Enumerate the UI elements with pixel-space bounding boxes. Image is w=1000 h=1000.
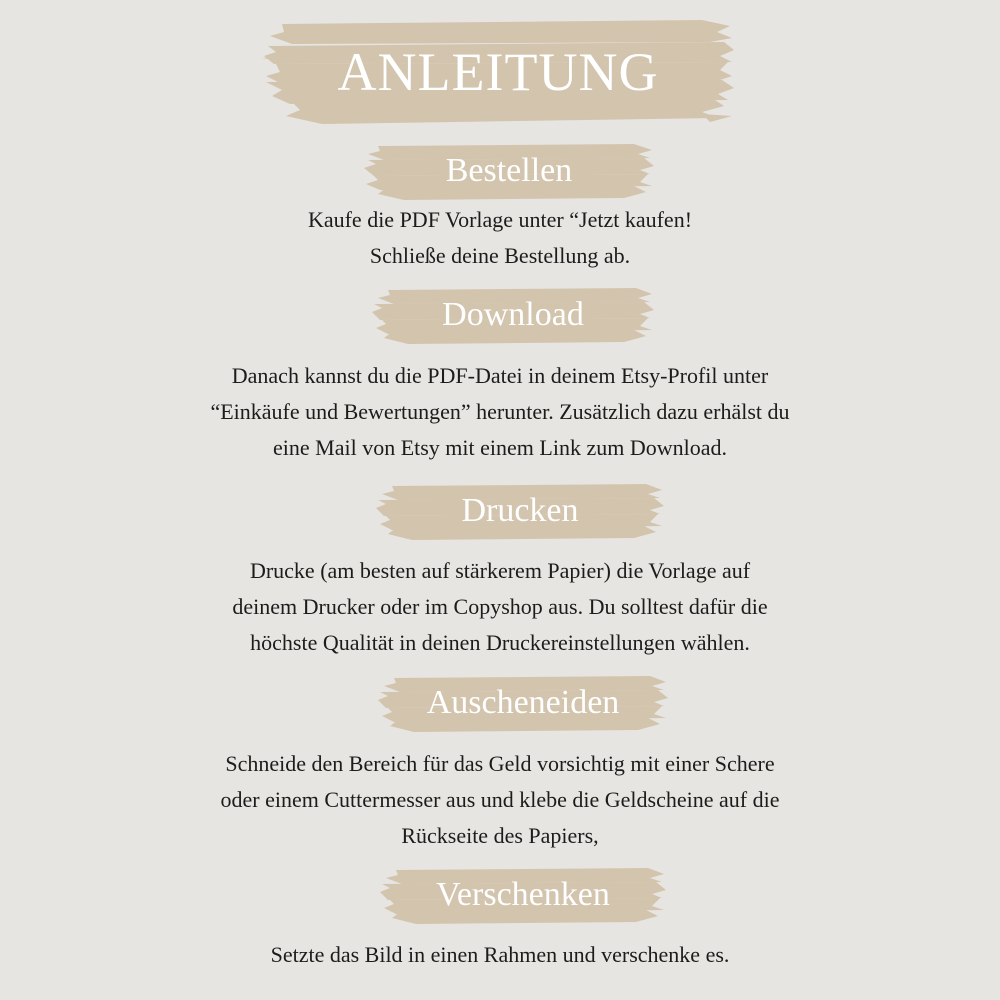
section-heading-banner-download xyxy=(372,286,654,344)
section-heading: Verschenken xyxy=(436,876,610,913)
body-line: Kaufe die PDF Vorlage unter “Jetzt kaufen! xyxy=(307,207,693,232)
body-line: Rückseite des Papiers, xyxy=(401,823,599,848)
title-banner xyxy=(262,18,734,126)
section-heading-banner-auscheneiden xyxy=(378,674,668,732)
section-heading-banner-drucken xyxy=(376,482,664,540)
section-heading: Auscheneiden xyxy=(426,684,620,721)
section-heading: Download xyxy=(442,296,584,333)
body-line: deinem Drucker oder im Copyshop aus. Du solltest dafür die xyxy=(232,594,768,619)
section-body-verschenken xyxy=(100,937,900,973)
body-line: Drucke (am besten auf stärkerem Papier) die Vorlage auf xyxy=(249,558,751,583)
body-line: Danach kannst du die PDF-Datei in deinem Etsy-Profil unter xyxy=(231,363,769,388)
body-line: “Einkäufe und Bewertungen” herunter. Zusätzlich dazu erhälst du xyxy=(210,399,790,424)
section-heading: Drucken xyxy=(461,492,579,529)
section-body-auscheneiden xyxy=(100,746,900,854)
body-line: Schneide den Bereich für das Geld vorsichtig mit einer Schere xyxy=(225,751,775,776)
body-line: Schließe deine Bestellung ab. xyxy=(369,243,631,268)
section-body-drucken xyxy=(100,553,900,661)
body-line: Setzte das Bild in einen Rahmen und verschenke es. xyxy=(270,942,730,967)
body-line: eine Mail von Etsy mit einem Link zum Download. xyxy=(273,435,727,460)
section-heading-banner-bestellen xyxy=(364,142,654,200)
body-line: oder einem Cuttermesser aus und klebe die Geldscheine auf die xyxy=(220,787,780,812)
section-heading: Bestellen xyxy=(445,152,573,189)
page-title: ANLEITUNG xyxy=(337,42,659,102)
section-heading-banner-verschenken xyxy=(380,866,666,924)
section-body-download xyxy=(100,358,900,466)
section-body-bestellen xyxy=(100,202,900,274)
body-line: höchste Qualität in deinen Druckereinstellungen wählen. xyxy=(250,630,750,655)
